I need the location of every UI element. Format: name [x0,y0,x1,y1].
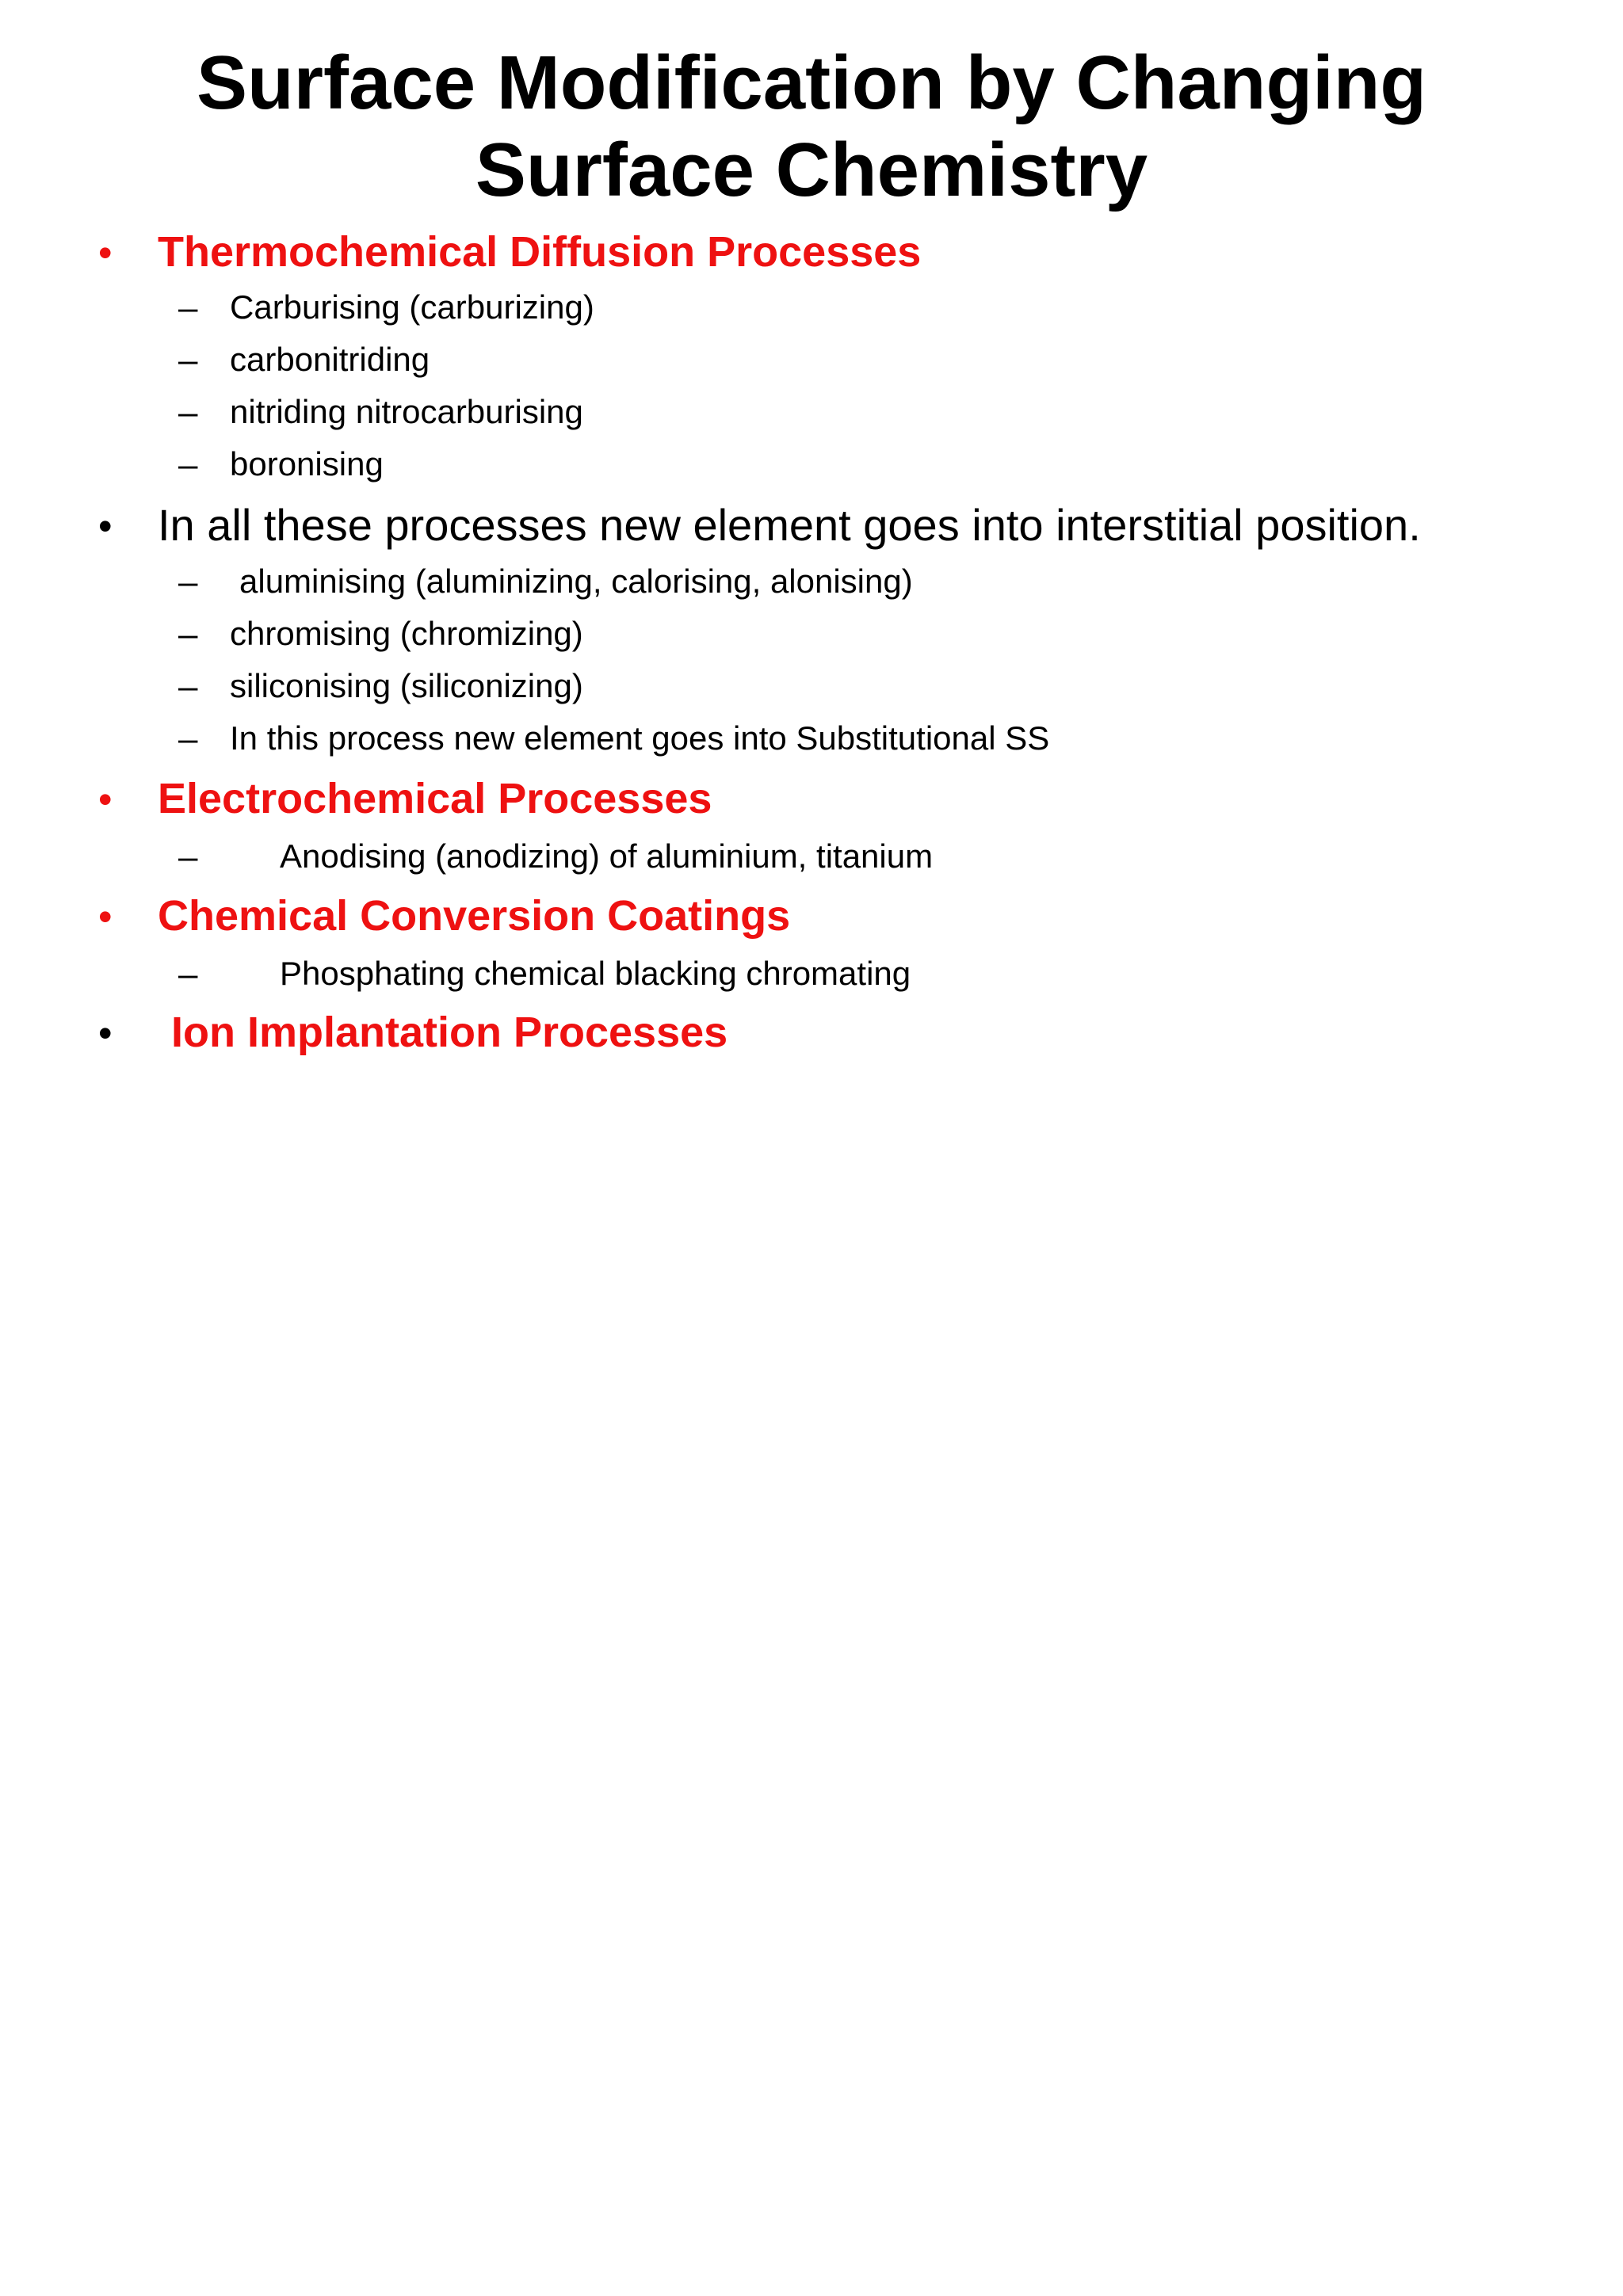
list-item-chromising: chromising (chromizing) [230,615,583,652]
dash-thermo-4: – [178,445,198,484]
heading-conversion: Chemical Conversion Coatings [158,892,791,940]
list-item-boronising: boronising [230,445,384,482]
bullet-ion: • [98,1011,113,1055]
dash-inter-4: – [178,719,198,758]
list-item-carburising: Carburising (carburizing) [230,288,594,326]
bullet-electrochemical: • [98,777,113,822]
dash-thermo-3: – [178,393,198,432]
list-item-carbonitriding: carbonitriding [230,341,430,378]
interstitial-statement: In all these processes new element goes into interstitial position. [158,500,1421,550]
title-line-2: Surface Chemistry [475,128,1148,212]
dash-conversion-1: – [178,955,198,994]
dash-inter-3: – [178,667,198,706]
heading-ion-implantation: Ion Implantation Processes [171,1009,728,1056]
dash-thermo-2: – [178,341,198,379]
list-item-substitutional: In this process new element goes into Substitutional SS [230,719,1050,757]
list-item-phosphating: Phosphating chemical blacking chromating [280,955,911,992]
bullet-thermochemical: • [98,231,113,275]
dash-inter-2: – [178,615,198,654]
list-item-siliconising: siliconising (siliconizing) [230,667,583,704]
dash-thermo-1: – [178,288,198,327]
bullet-interstitial: • [98,504,113,548]
title-line-1: Surface Modification by Changing [196,40,1427,125]
list-item-nitriding: nitriding nitrocarburising [230,393,583,430]
page-title [0,40,1623,214]
heading-thermochemical: Thermochemical Diffusion Processes [158,228,922,276]
heading-electrochemical: Electrochemical Processes [158,775,712,822]
dash-electro-1: – [178,837,198,876]
list-item-anodising: Anodising (anodizing) of aluminium, titanium [280,837,934,875]
dash-inter-1: – [178,563,198,601]
list-item-aluminising: aluminising (aluminizing, calorising, alonising) [239,563,913,600]
bullet-conversion: • [98,894,113,939]
